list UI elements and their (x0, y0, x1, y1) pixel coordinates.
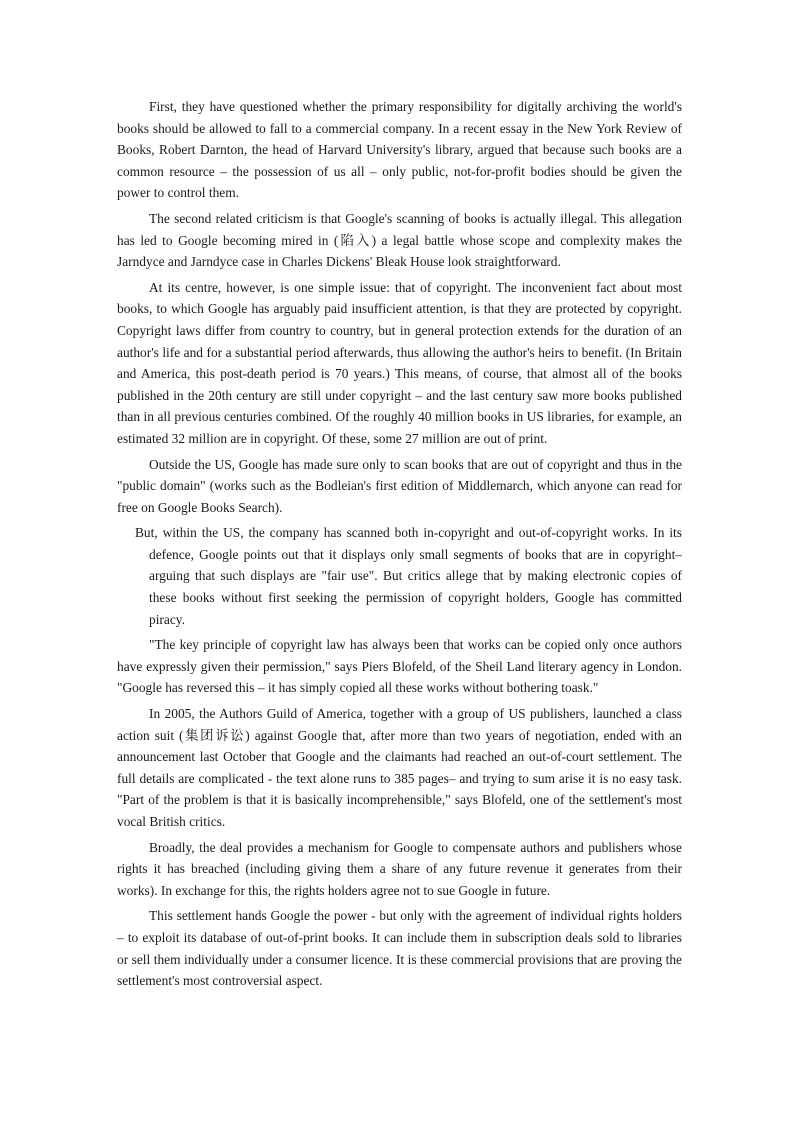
paragraph-deal-mechanism: Broadly, the deal provides a mechanism for Google to compensate authors and publishers whose rights it has breached (including giving them a share of any future revenue it generates from their works). In exchange for this, the rights holders agree not to sue Google in future. (117, 839, 682, 898)
paragraph-settlement-power: This settlement hands Google the power - but only with the agreement of individual rights holders – to exploit its database of out-of-print books. It can include them in subscription deals sold to libraries or sell them individually under a consumer licence. It is these commercial provisions that are proving the settlement's most controversial aspect. (117, 908, 682, 989)
paragraph-blofeld-quote: "The key principle of copyright law has always been that works can be copied only once authors have expressly given their permission," says Piers Blofeld, of the Sheil Land literary agency in London. "Google has reversed this – it has simply copied all these works without bothering toask." (117, 637, 682, 696)
paragraph-within-us: But, within the US, the company has scanned both in-copyright and out-of-copyright works. In its defence, Google points out that it displays only small segments of books that are in copyright– arguing that such displays are "fair use". But critics allege that by making electronic copies of these books without first seeking the permission of copyright holders, Google has committed piracy. (135, 525, 682, 627)
paragraph-copyright-issue: At its centre, however, is one simple issue: that of copyright. The inconvenient fact about most books, to which Google has arguably paid insufficient attention, is that they are protected by copyright. Copyright laws differ from country to country, but in general protection extends for the duration of an author's life and for a substantial period afterwards, thus allowing the author's heirs to benefit. (In Britain and America, this post-death period is 70 years.) This means, of course, that almost all of the books published in the 20th century are still under copyright – and the last century saw more books published than in all previous centuries combined. Of the roughly 40 million books in US libraries, for example, an estimated 32 million are in copyright. Of these, some 27 million are out of print. (117, 279, 682, 446)
document-page (117, 96, 682, 996)
paragraph-legal-criticism: The second related criticism is that Google's scanning of books is actually illegal. This allegation has led to Google becoming mired in (陷入) a legal battle whose scope and complexity makes the Jarndyce and Jarndyce case in Charles Dickens' Bleak House look straightforward. (117, 210, 682, 270)
paragraph-archiving-responsibility: First, they have questioned whether the primary responsibility for digitally archiving the world's books should be allowed to fall to a commercial company. In a recent essay in the New York Review of Books, Robert Darnton, the head of Harvard University's library, argued that because such books are a common resource – the possession of us all – only public, not-for-profit bodies should be given the power to control them. (117, 99, 682, 201)
paragraph-class-action: In 2005, the Authors Guild of America, together with a group of US publishers, launched a class action suit (集团诉讼) against Google that, after more than two years of negotiation, ended with an announcement last October that Google and the claimants had reached an out-of-court settlement. The full details are complicated - the text alone runs to 385 pages– and trying to sum arise it is no easy task. "Part of the problem is that it is basically incomprehensible," says Blofeld, one of the settlement's most vocal British critics. (117, 706, 682, 829)
paragraph-outside-us: Outside the US, Google has made sure only to scan books that are out of copyright and thus in the "public domain" (works such as the Bodleian's first edition of Middlemarch, which anyone can read for free on Google Books Search). (117, 456, 682, 515)
